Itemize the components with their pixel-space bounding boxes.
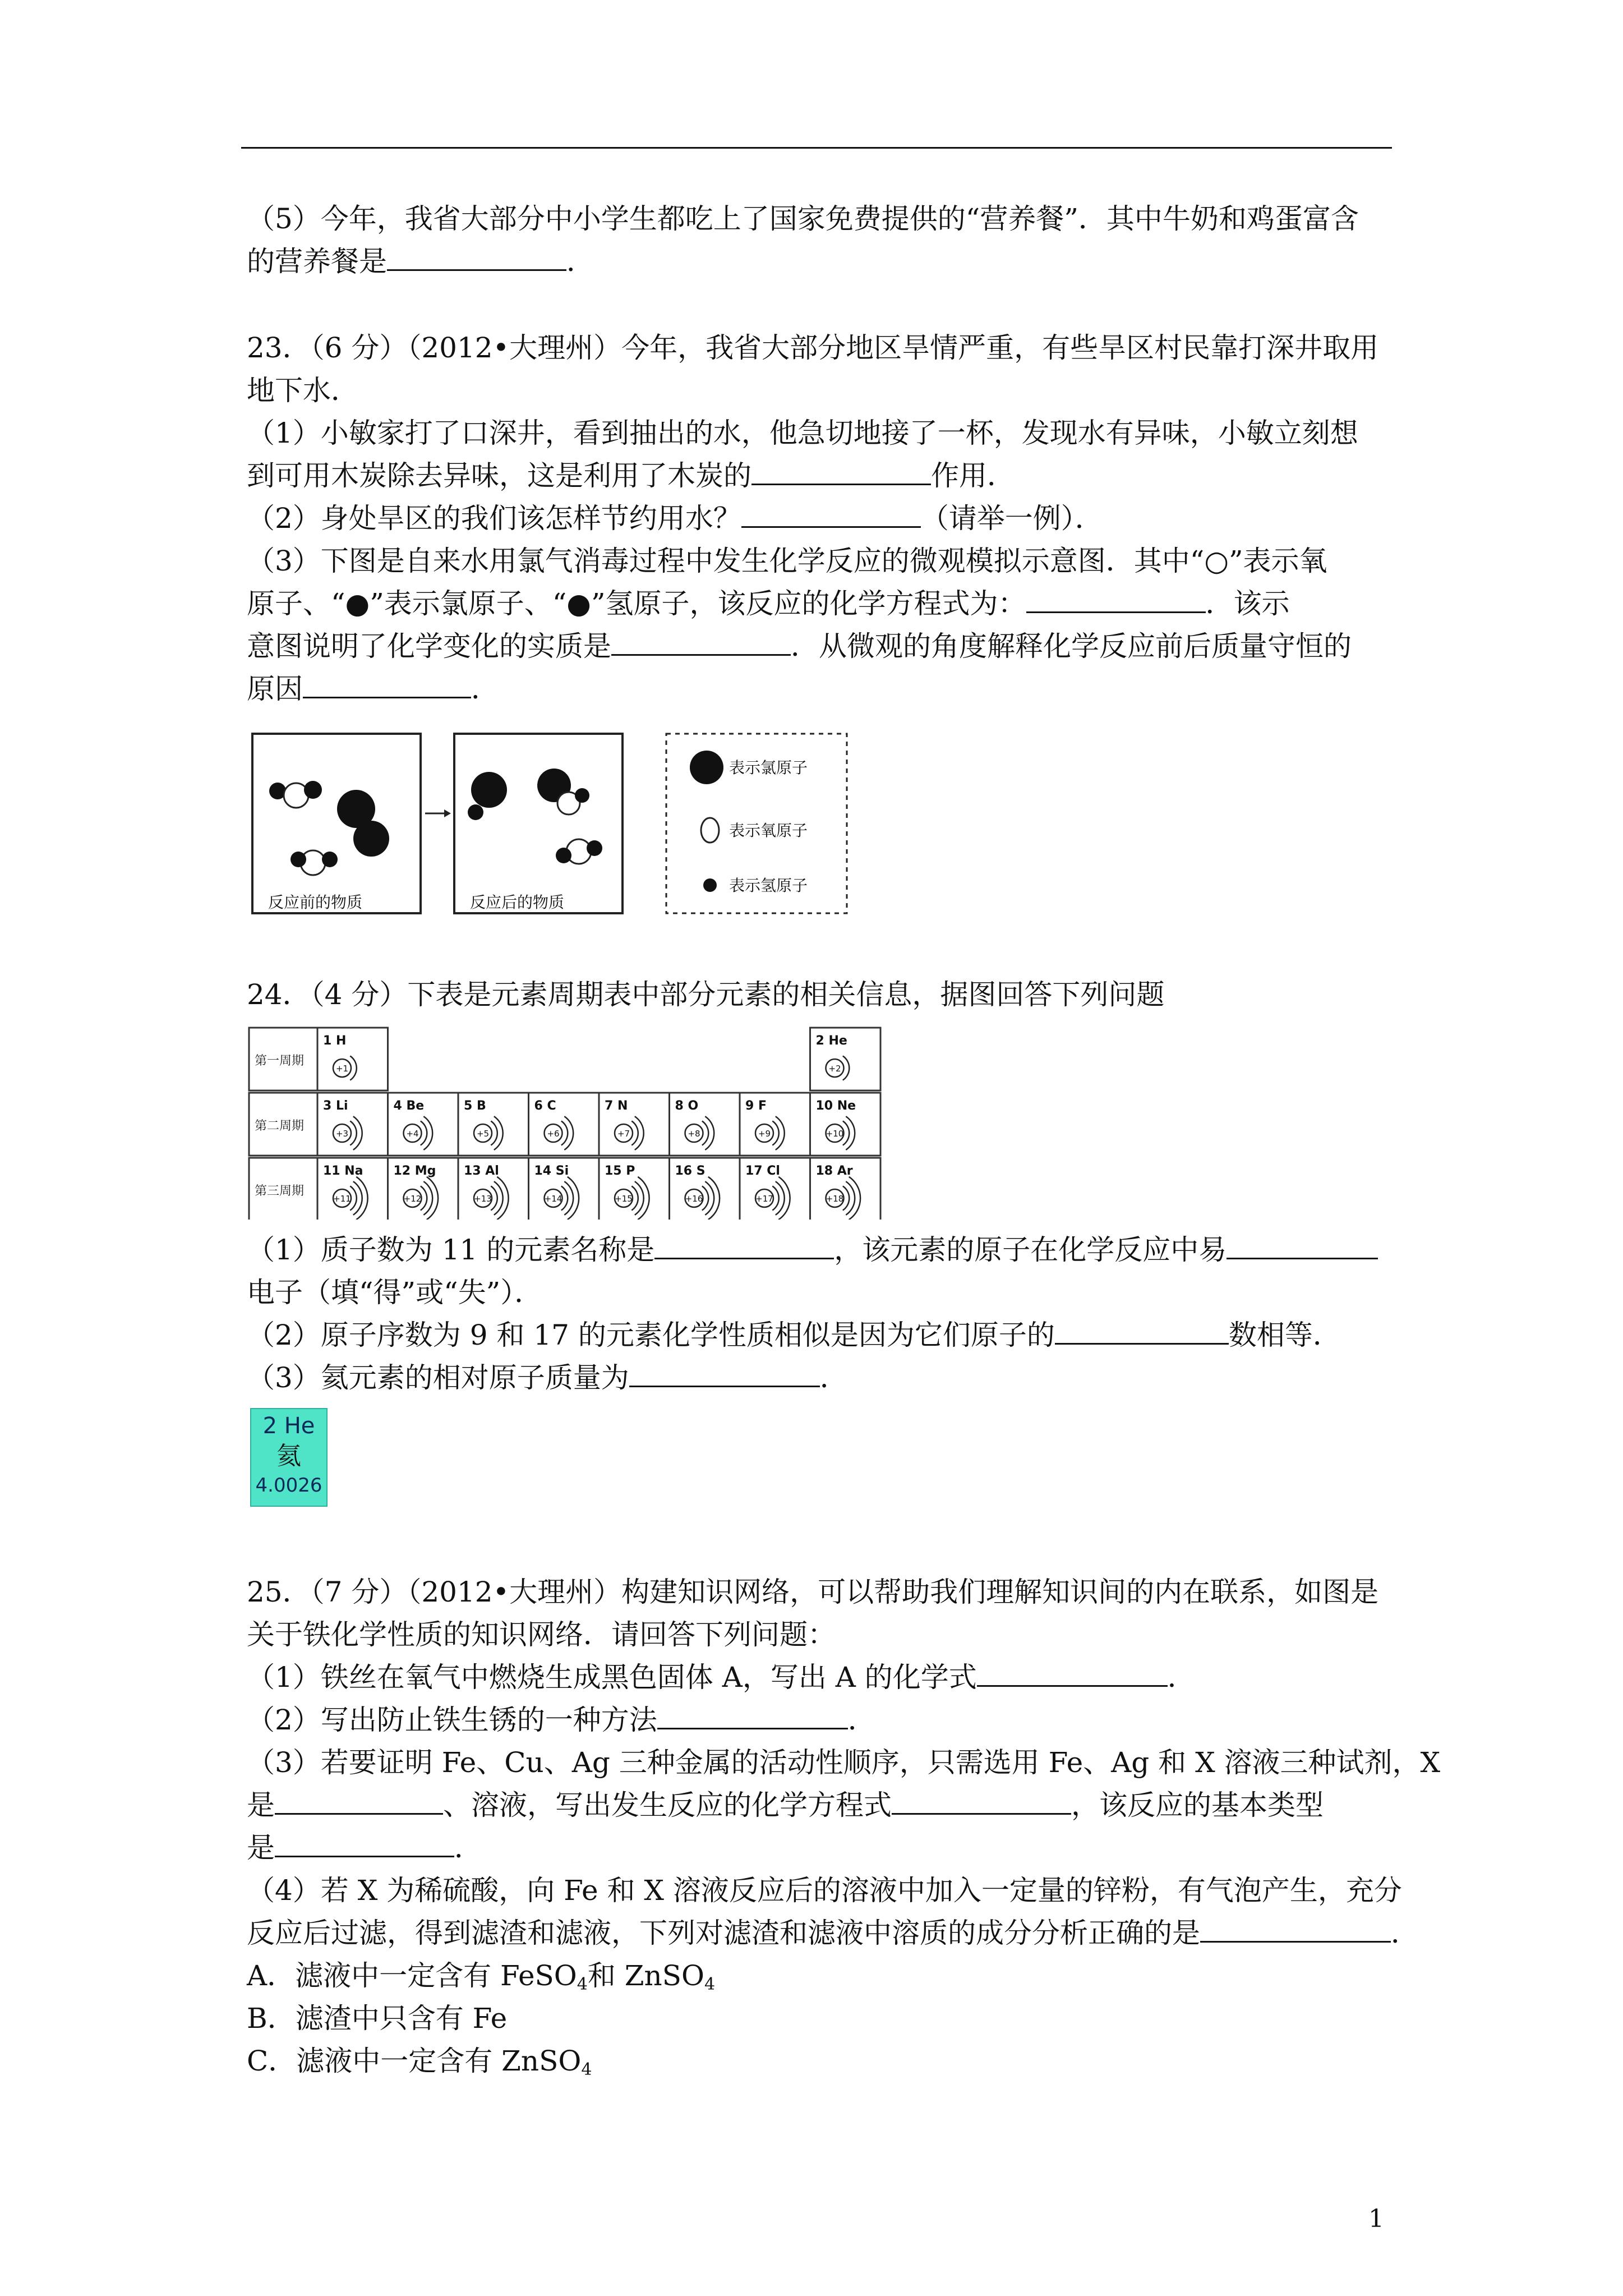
q24-line xyxy=(247,1228,1391,1271)
answer-blank[interactable] xyxy=(275,1831,454,1857)
q23-line: （3）下图是自来水用氯气消毒过程中发生化学反应的微观模拟示意图．其中“○”表示氧 xyxy=(247,545,1327,577)
legend-hydrogen-symbol xyxy=(703,878,717,892)
after-box xyxy=(454,734,623,913)
answer-blank[interactable] xyxy=(1026,587,1206,613)
nucleus-charge: +5 xyxy=(476,1129,490,1139)
q22-text: 的营养餐是 xyxy=(247,245,387,278)
q23-block xyxy=(247,326,1391,710)
nucleus-charge: +4 xyxy=(406,1129,419,1139)
q23-text: 作用． xyxy=(931,459,1015,492)
nucleus-charge: +14 xyxy=(544,1194,562,1204)
option-c xyxy=(247,2040,1391,2082)
nucleus-charge: +9 xyxy=(758,1129,771,1139)
q23-text: ． xyxy=(471,673,499,705)
before-box xyxy=(252,734,421,913)
q24-text: 数相等． xyxy=(1228,1319,1341,1351)
q24-text: （1）质子数为 11 的元素名称是 xyxy=(247,1234,655,1266)
q23-line: 23．（6 分）（2012•大理州）今年，我省大部分地区旱情严重，有些旱区村民靠打深井取用 xyxy=(247,332,1379,364)
q24-line xyxy=(247,1314,1391,1356)
q24-text: ，该元素的原子在化学反应中易 xyxy=(834,1234,1227,1266)
he-card-symbol: 2 He xyxy=(262,1413,315,1439)
q23-line: 地下水． xyxy=(247,374,359,407)
answer-blank[interactable] xyxy=(611,629,791,656)
q25-text: ． xyxy=(847,1704,876,1736)
q23-text: 到可用木炭除去异味，这是利用了木炭的 xyxy=(247,459,751,492)
q24-text: ． xyxy=(819,1361,848,1394)
option-a-text: A．滤液中一定含有 FeSO xyxy=(247,1959,577,1992)
hydrogen-atom xyxy=(291,852,306,867)
before-label: 反应前的物质 xyxy=(268,893,363,912)
element-symbol-label: 4 Be xyxy=(393,1099,425,1113)
q22-block xyxy=(247,197,1391,283)
he-card-name: 氦 xyxy=(276,1442,301,1470)
answer-blank[interactable] xyxy=(741,501,921,528)
hydrogen-atom xyxy=(304,781,322,799)
q23-line xyxy=(247,582,1391,625)
q25-text: 是 xyxy=(247,1789,275,1821)
element-symbol-label: 1 H xyxy=(323,1034,347,1048)
nucleus-charge: +16 xyxy=(685,1194,703,1204)
q23-text: 原因 xyxy=(247,673,303,705)
answer-blank[interactable] xyxy=(892,1788,1071,1815)
q23-text: （2）身处旱区的我们该怎样节约用水？ xyxy=(247,502,741,535)
q25-line xyxy=(247,1912,1419,1954)
answer-blank[interactable] xyxy=(1227,1233,1378,1259)
option-a xyxy=(247,1954,1391,1997)
periodic-table-figure xyxy=(247,1022,903,1220)
element-symbol-label: 14 Si xyxy=(534,1164,569,1178)
element-symbol-label: 2 He xyxy=(815,1034,847,1048)
q25-text: ，该反应的基本类型 xyxy=(1071,1789,1324,1821)
q25-line: 关于铁化学性质的知识网络．请回答下列问题： xyxy=(247,1618,836,1651)
nucleus-charge: +2 xyxy=(828,1064,841,1074)
option-a-text: 和 ZnSO xyxy=(587,1959,704,1992)
q23-text: 原子、“●”表示氯原子、“●”氢原子，该反应的化学方程式为： xyxy=(247,587,1026,620)
nucleus-charge: +18 xyxy=(826,1194,844,1204)
hydrogen-atom xyxy=(556,848,571,863)
nucleus-charge: +12 xyxy=(403,1194,422,1204)
answer-blank[interactable] xyxy=(657,1703,848,1729)
legend-chlorine-label: 表示氯原子 xyxy=(729,758,808,777)
nucleus-charge: +13 xyxy=(474,1194,492,1204)
nucleus-charge: +7 xyxy=(617,1129,630,1139)
header-rule xyxy=(241,147,1392,149)
element-symbol-label: 7 N xyxy=(605,1099,628,1113)
nucleus-charge: +8 xyxy=(688,1129,700,1139)
q23-text: 意图说明了化学变化的实质是 xyxy=(247,630,611,662)
q23-line xyxy=(247,497,1391,540)
q24-line: 电子（填“得”或“失”）． xyxy=(247,1276,543,1309)
q25-line: （4）若 X 为稀硫酸，向 Fe 和 X 溶液反应后的溶液中加入一定量的锌粉，有气泡产生，充分 xyxy=(247,1874,1402,1907)
q25-line: （3）若要证明 Fe、Cu、Ag 三种金属的活动性顺序，只需选用 Fe、Ag 和 X 溶液三种试剂，X xyxy=(247,1746,1441,1779)
q25-text: ． xyxy=(1167,1661,1196,1694)
legend-oxygen-label: 表示氧原子 xyxy=(729,821,808,840)
element-symbol-label: 5 B xyxy=(464,1099,486,1113)
option-c-text: C．滤液中一定含有 ZnSO xyxy=(247,2045,582,2077)
hydrogen-atom xyxy=(587,840,602,856)
q23-text: ．从微观的角度解释化学反应前后质量守恒的 xyxy=(791,630,1352,662)
after-label: 反应后的物质 xyxy=(470,893,565,912)
q24-title-block xyxy=(247,973,1391,1016)
element-symbol-label: 6 C xyxy=(534,1099,556,1113)
element-symbol-label: 11 Na xyxy=(323,1164,363,1178)
answer-blank[interactable] xyxy=(1055,1318,1229,1345)
he-card-mass: 4.0026 xyxy=(255,1474,322,1497)
answer-blank[interactable] xyxy=(977,1660,1168,1687)
legend-chlorine-symbol xyxy=(690,751,723,784)
element-symbol-label: 12 Mg xyxy=(393,1164,436,1178)
q25-text: 、溶液，写出发生反应的化学方程式 xyxy=(443,1789,892,1821)
nucleus-charge: +11 xyxy=(333,1194,351,1204)
answer-blank[interactable] xyxy=(303,672,471,698)
nucleus-charge: +15 xyxy=(615,1194,633,1204)
q24-block xyxy=(247,1228,1391,1399)
nucleus-charge: +17 xyxy=(755,1194,773,1204)
q22-text: ． xyxy=(566,245,594,278)
hydrogen-atom xyxy=(322,852,338,867)
q23-text: ．该示 xyxy=(1205,587,1290,620)
subscript: 4 xyxy=(581,2060,592,2079)
q22-line xyxy=(247,240,1391,283)
nucleus-charge: +1 xyxy=(335,1064,349,1074)
chlorine-atom xyxy=(471,772,507,808)
answer-blank[interactable] xyxy=(387,245,566,271)
nucleus-charge: +6 xyxy=(547,1129,560,1139)
q24-text: （3）氦元素的相对原子质量为 xyxy=(247,1361,629,1394)
q25-text: 是 xyxy=(247,1832,275,1864)
q23-text: （请举一例）． xyxy=(920,502,1103,535)
helium-element-card xyxy=(250,1408,328,1507)
q24-line: 24．（4 分）下表是元素周期表中部分元素的相关信息，据图回答下列问题 xyxy=(247,978,1165,1011)
answer-blank[interactable] xyxy=(654,1233,834,1259)
q24-text: （2）原子序数为 9 和 17 的元素化学性质相似是因为它们原子的 xyxy=(247,1319,1055,1351)
element-symbol-label: 17 Cl xyxy=(745,1164,780,1178)
q25-text: ． xyxy=(1391,1917,1419,1949)
element-symbol-label: 15 P xyxy=(605,1164,635,1178)
reaction-diagram xyxy=(247,729,852,920)
q25-text: 反应后过滤，得到滤渣和滤液，下列对滤渣和滤液中溶质的成分分析正确的是 xyxy=(247,1917,1200,1949)
q23-line xyxy=(247,668,1391,710)
element-symbol-label: 18 Ar xyxy=(815,1164,853,1178)
q25-block xyxy=(247,1571,1441,2082)
period-label: 第一周期 xyxy=(255,1054,305,1068)
period-label: 第三周期 xyxy=(255,1184,305,1198)
answer-blank[interactable] xyxy=(275,1788,443,1815)
q23-line xyxy=(247,454,1391,497)
answer-blank[interactable] xyxy=(629,1361,820,1387)
q25-text: （2）写出防止铁生锈的一种方法 xyxy=(247,1704,657,1736)
chlorine-atom xyxy=(353,821,389,857)
hydrogen-atom xyxy=(575,788,589,803)
q22-line: （5）今年，我省大部分中小学生都吃上了国家免费提供的“营养餐”．其中牛奶和鸡蛋富含 xyxy=(247,203,1359,235)
subscript: 4 xyxy=(704,1975,716,1994)
q25-text: ． xyxy=(454,1832,482,1864)
q24-line xyxy=(247,1356,1391,1399)
subscript: 4 xyxy=(577,1975,588,1994)
element-symbol-label: 8 O xyxy=(675,1099,699,1113)
element-symbol-label: 10 Ne xyxy=(815,1099,856,1113)
q23-line: （1）小敏家打了口深井，看到抽出的水，他急切地接了一杯，发现水有异味，小敏立刻想 xyxy=(247,417,1358,449)
option-b: B．滤渣中只含有 Fe xyxy=(247,2002,508,2035)
q25-line xyxy=(247,1656,1391,1699)
page-number: 1 xyxy=(1368,2205,1384,2233)
q25-line xyxy=(247,1699,1391,1741)
answer-blank[interactable] xyxy=(1200,1916,1391,1943)
q25-line: 25．（7 分）（2012•大理州）构建知识网络，可以帮助我们理解知识间的内在联系，如图是 xyxy=(247,1576,1379,1608)
period-label: 第二周期 xyxy=(255,1119,305,1133)
answer-blank[interactable] xyxy=(751,459,931,485)
nucleus-charge: +10 xyxy=(826,1129,844,1139)
legend-hydrogen-label: 表示氢原子 xyxy=(729,876,808,895)
hydrogen-atom xyxy=(468,804,483,820)
element-symbol-label: 16 S xyxy=(675,1164,706,1178)
element-symbol-label: 13 Al xyxy=(464,1164,499,1178)
legend-oxygen-symbol xyxy=(701,818,719,843)
element-symbol-label: 9 F xyxy=(745,1099,767,1113)
q25-text: （1）铁丝在氧气中燃烧生成黑色固体 A，写出 A 的化学式 xyxy=(247,1661,977,1694)
q25-line xyxy=(247,1826,1391,1869)
q23-line xyxy=(247,625,1391,668)
q25-line xyxy=(247,1784,1391,1826)
nucleus-charge: +3 xyxy=(335,1129,349,1139)
element-symbol-label: 3 Li xyxy=(323,1099,348,1113)
